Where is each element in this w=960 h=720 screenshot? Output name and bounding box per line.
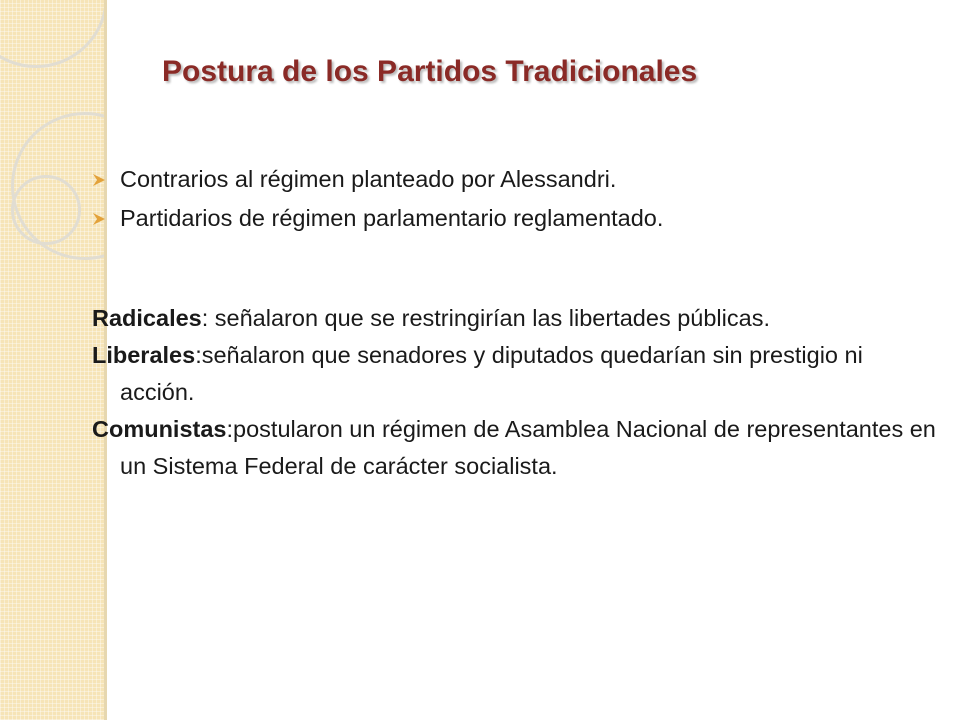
definition-text: postularon un régimen de Asamblea Nacional de representantes en un Sistema Federal de carácter socialista. bbox=[120, 416, 936, 479]
bullet-item bbox=[92, 163, 932, 196]
definition-text: señalaron que senadores y diputados quedarían sin prestigio ni acción. bbox=[120, 342, 863, 405]
definition-radicales bbox=[92, 300, 942, 337]
decorative-side-band bbox=[0, 0, 104, 720]
decorative-ring bbox=[0, 0, 104, 68]
definition-liberales bbox=[92, 337, 942, 411]
term-label: Liberales bbox=[92, 342, 196, 368]
term-label: Comunistas bbox=[92, 416, 227, 442]
arrow-bullet-icon bbox=[92, 173, 106, 187]
party-positions bbox=[92, 300, 942, 485]
slide-title: Postura de los Partidos Tradicionales bbox=[162, 55, 698, 88]
arrow-bullet-icon bbox=[92, 212, 106, 226]
bullet-text: Contrarios al régimen planteado por Alessandri. bbox=[120, 166, 617, 192]
term-label: Radicales bbox=[92, 305, 202, 331]
bullet-item bbox=[92, 202, 932, 235]
definition-comunistas bbox=[92, 411, 942, 485]
term-separator: : bbox=[195, 342, 202, 368]
decorative-ring bbox=[11, 175, 81, 245]
term-separator: : bbox=[226, 416, 234, 442]
bullet-list bbox=[92, 163, 932, 241]
definition-text: señalaron que se restringirían las libertades públicas. bbox=[214, 305, 770, 331]
term-separator: : bbox=[201, 305, 215, 331]
bullet-text: Partidarios de régimen parlamentario reglamentado. bbox=[120, 205, 664, 231]
